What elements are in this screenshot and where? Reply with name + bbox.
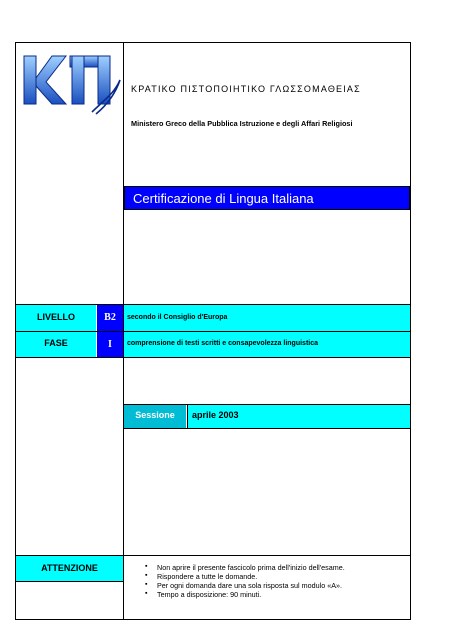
session-value: aprile 2003 (192, 410, 239, 420)
attention-item: ▪ Tempo a disposizione: 90 minuti. (145, 590, 345, 599)
attention-item: ▪ Per ogni domanda dare una sola risposta sul modulo «A». (145, 581, 345, 590)
level-badge: B2 (97, 305, 123, 331)
divider (15, 357, 411, 358)
attention-label: ATTENZIONE (41, 563, 98, 573)
phase-description: comprensione di testi scritti e consapevolezza linguistica (127, 340, 318, 347)
session-label: Sessione (135, 410, 175, 420)
divider (123, 428, 411, 429)
organization-name: ΚΡΑΤΙΚΟ ΠΙΣΤΟΠΟΙΗΤΙΚΟ ΓΛΩΣΣΟΜΑΘΕΙΑΣ (131, 84, 361, 94)
phase-label: FASE (44, 338, 68, 348)
attention-item: ▪ Rispondere a tutte le domande. (145, 572, 345, 581)
level-label: LIVELLO (37, 312, 75, 322)
kp-logo (22, 50, 122, 116)
level-description: secondo il Consiglio d'Europa (127, 314, 228, 321)
phase-badge: I (97, 332, 123, 357)
ministry-name: Ministero Greco della Pubblica Istruzione e degli Affari Religiosi (131, 119, 353, 128)
attention-list (145, 563, 345, 599)
certification-title: Certificazione di Lingua Italiana (124, 186, 410, 210)
attention-item: ▪ Non aprire il presente fascicolo prima dell'inizio dell'esame. (145, 563, 345, 572)
